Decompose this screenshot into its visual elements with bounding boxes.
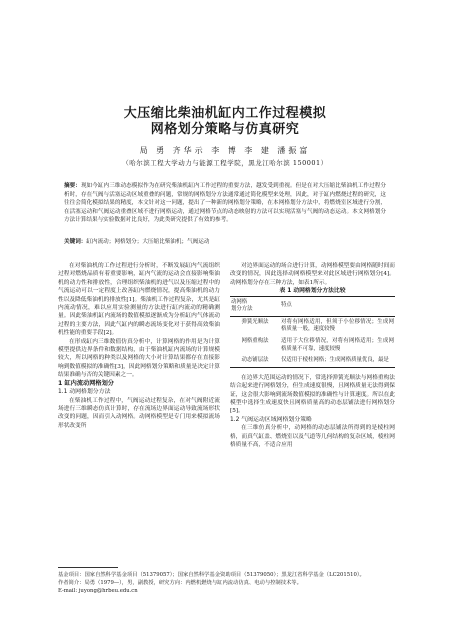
body-paragraph-1-2: 在三维仿真分析中，动网格的动态层铺法所得到的是棱柱网格，而真气缸盖、燃烧室以及气道等几何结构的复杂区域，棱柱网格质量不高，不适合应用 [230,425,395,449]
left-column [58,262,220,430]
email-note: E-mail: juyong@hrbeu.edu.cn [58,588,138,594]
table-cell-feature: 适用于大位移情况，对将有网格适用；生成网格质量不可靠，速度较慢 [281,338,394,352]
footnotes [58,571,396,595]
keywords-label: 关键词： [64,239,87,245]
author-list: 局 勇 齐华示 李 博 李 建 潘振富 [139,146,311,155]
intro-paragraph-2: 在形成缸内三维数值仿真分析中，计算网格的作用是为计算模型提供边界条件和数据结构，由于柴油机缸内流场的计算规模较大，所以网格的种类以及网格的大小对计算结果都存在直接影响到数值模拟的准确性[3]，因此网格划分策略和质量是决定计算结果准确与否的关键因素之一。 [58,338,220,379]
author-bio-note: 作者简介：局勇（1979—），男，副教授，研究方向：内燃机燃烧与缸内流动仿真、电动与控制技术等。 [58,580,302,586]
table-header-method: 动网格 划分方法 [230,296,280,316]
subsection-heading-1-2: 1.2 气阀运动区域网格划分策略 [230,416,312,423]
table-row [230,336,395,355]
table-row [230,355,395,367]
abstract [64,182,386,225]
paper-title-line-1: 大压缩比柴油机缸内工作过程模拟 [123,106,327,121]
body-paragraph-2: 在边界大范围运动的情况下，常选择弹簧光顺法与网格重构法结合起来进行网格划分，但生成速度很慢，且网格质量无法得到保证，这会很大影响到流场数值模拟的准确性与计算速度。所以在此模型中选择生成速度快且网格质量高的动态层铺法进行网格划分[5]。 [230,374,395,415]
footnote-divider [58,567,118,568]
keywords [64,238,386,246]
keywords-text: 缸内流动；网格划分；大压缩比柴油机；气阀运动 [86,239,210,245]
table-cell-feature: 仅适用于棱柱网格；生成网格质量优良，最是 [280,355,395,367]
right-column [230,262,395,449]
funding-note: 基金项目：国家自然科学基金项目（51379057）；国家自然科学基金资助项目（51379050）；黑龙江省科学基金（LC201510）。 [58,572,365,578]
table-cell-method: 网格重构法 [241,338,269,344]
abstract-label: 摘要： [64,183,81,189]
table-header-feature: 特点 [280,296,395,316]
table-cell-feature: 对将有网格适用，但须于小位移情况；生成网格质量一般，速度较慢 [281,318,394,333]
intro-paragraph-1: 在对柴油机的工作过程进行分析时，不断发展缸内气流组织过程对燃烧品质有着重要影响，缸内气流的运动会直接影响柴油机的动力性和排放性，合理组织柴油机的进气以及压缩过程中的气流运动可以一定程度上改善缸内燃烧情况，提高柴油机的动力性以及降低柴油机的排放性[1]。柴油机工作过程复杂，尤其是缸内流动情况，难以应用实验测量的方法进行缸内流动的精确测量。因此柴油机缸内流场的数值模拟逐渐成为分析缸内气体流动过程的主要方法，因此气缸内的瞬态流场变化对于获得高效柴油机性能的重要手段[2]。 [58,263,220,337]
section-heading-1: 1 缸内流动网格划分 [58,379,114,387]
mesh-method-table [230,296,395,368]
table-row [230,316,395,336]
table-caption: 表 1 动网格划分方法比较 [279,288,346,295]
paper-title-line-2: 网格划分策略与仿真研究 [150,122,300,137]
affiliation: （哈尔滨工程大学动力与能源工程学院，黑龙江哈尔滨 150001） [122,159,328,167]
table-cell-method: 动态铺层法 [230,355,280,367]
abstract-text: 现如今缸内三维动态模拟作为在研究柴油机缸内工作过程的重要方法，越发受到重视。但是在对大压缩比柴油机工作过程分析时，存在气阀与活塞运动区域重叠的问题，常规的网格划分方法通常通过简化模型来处理，因此，对于缸内燃烧过程的研究，这往往会简化模拟结果的精度，本文针对这一问题，提出了一种新的网格划分策略，在本网格划分方法中，将燃烧室区域进行分割，在活塞运动和气阀运动重叠区域不进行网格运动，通过网格节点的动态映射的方法可以实现活塞与气阀的动态运动。本文网格划分方法计算结果与实验数据对比良好，为此类研究提供了有效的参考。 [64,183,386,224]
subsection-heading-1-1: 1.1 动网格划分方法 [58,389,111,396]
body-paragraph-1-1: 在柴油机工作过程中，气阀运动过程复杂，在对气阀附近流场进行三维瞬态仿真计算时，存在流场边界面运动导致流场形状改变的问题，因而引入动网格。动网格模型是专门用来模拟流场形状改变所 [58,397,220,429]
table-cell-method: 弹簧光顺法 [241,318,269,325]
body-paragraph-continued: 对边界面运动的场合进行计算，动网格模型要由网格随时间而改变的情况，因此选择动网格模型来对此区域进行网格划分[4]。动网格划分存在三种方法，如表1所示。 [230,263,395,286]
